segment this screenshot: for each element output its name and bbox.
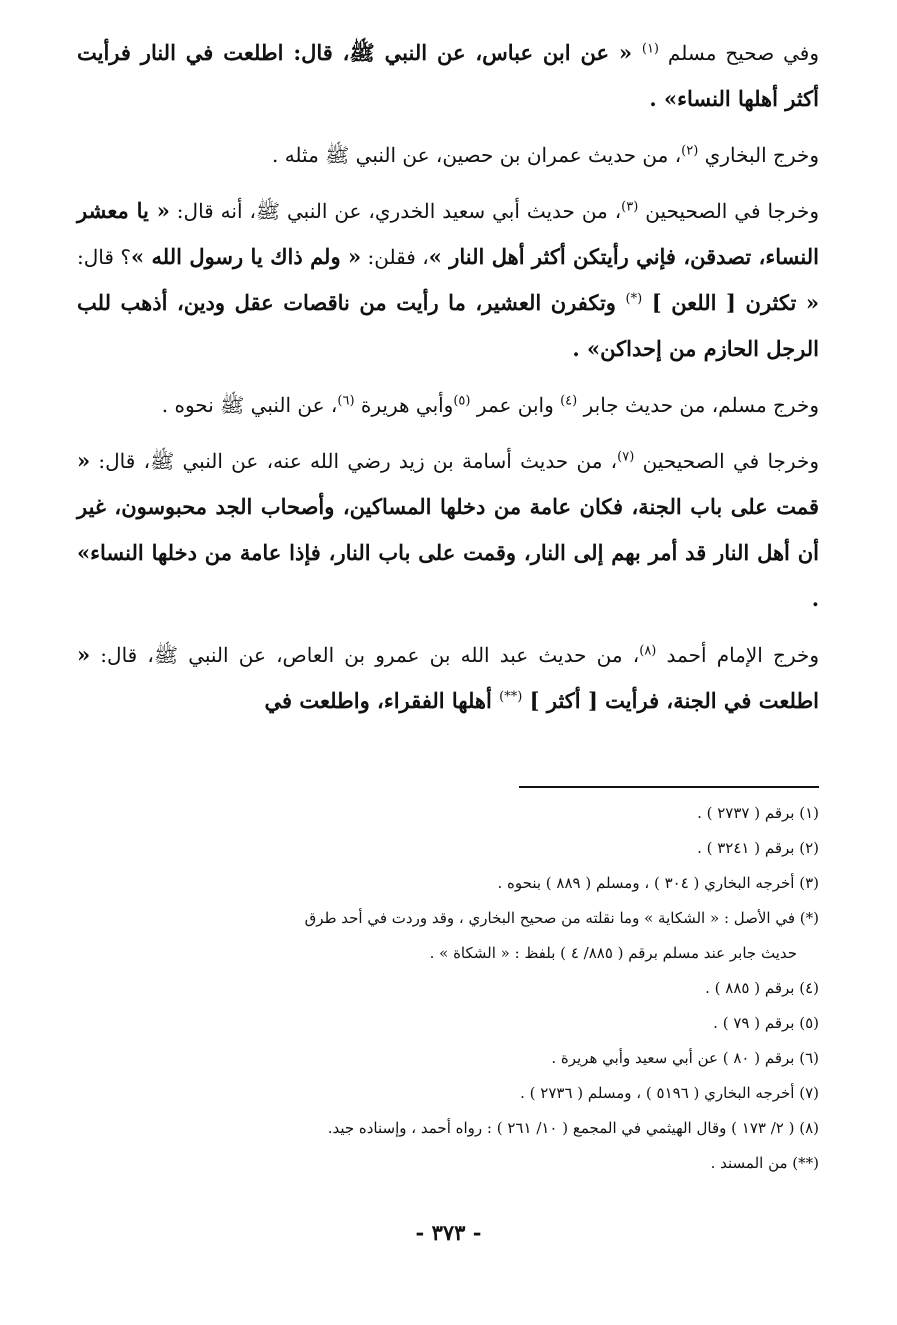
text-segment: ، فقلن: [361, 245, 429, 269]
footnote-5: (٥) برقم ( ٧٩ ) . [713, 1014, 819, 1032]
footnote-ref: (٣) [621, 199, 639, 215]
footnote-2: (٢) برقم ( ٣٢٤١ ) . [697, 839, 819, 857]
footnote-double-star: (**) من المسند . [710, 1154, 819, 1172]
paragraph-5 [77, 438, 819, 622]
text-segment: ، من حديث أبي سعيد الخدري، عن النبي ﷺ، أنه قال: [169, 199, 622, 223]
page-number: - ٣٧٣ - [415, 1220, 482, 1245]
footnote-ref: (**) [499, 689, 523, 705]
footnote-8: (٨) ( ٢/ ١٧٣ ) وقال الهيثمي في المجمع ( ١٠/ ٢٦١ ) : رواه أحمد ، وإسناده جيد. [327, 1119, 819, 1137]
hadith-quote: أهلها الفقراء، واطلعت في [264, 688, 500, 713]
footnote-7: (٧) أخرجه البخاري ( ٥١٩٦ ) ، ومسلم ( ٢٧٣٦ ) . [520, 1084, 819, 1102]
hadith-quote: « ولم ذاك يا رسول الله » [130, 244, 362, 269]
paragraph-6 [77, 632, 819, 724]
paragraph-3 [77, 188, 819, 372]
text-segment: ، من حديث أسامة بن زيد رضي الله عنه، عن النبي ﷺ، قال: [90, 449, 618, 473]
hadith-quote: « اطلعت في الجنة، فرأيت [ أكثر ] [77, 642, 819, 713]
hadith-quote: « عن ابن عباس، عن النبي ﷺ، قال: اطلعت في النار فرأيت أكثر أهلها النساء» . [77, 40, 819, 111]
paragraph-4 [77, 382, 819, 428]
footnote-divider [519, 786, 819, 788]
footnote-ref: (٨) [639, 643, 657, 659]
text-segment: ، من حديث عبد الله بن عمرو بن العاص، عن النبي ﷺ، قال: [90, 643, 640, 667]
footnote-ref: (٤) [560, 393, 578, 409]
main-text [77, 30, 819, 734]
footnote-ref: (٧) [617, 449, 635, 465]
text-segment: ؟ قال: [77, 245, 131, 269]
footnote-star-continued: حديث جابر عند مسلم برقم ( ٨٨٥/ ٤ ) بلفظ : « الشكاة » . [429, 944, 797, 962]
footnote-ref: (٢) [681, 143, 699, 159]
footnote-ref: (*) [625, 291, 643, 307]
hadith-quote: « تكثرن [ اللعن ] [642, 290, 819, 315]
footnote-ref: (٦) [337, 393, 355, 409]
paragraph-2 [77, 132, 819, 178]
hadith-quote: « قمت على باب الجنة، فكان عامة من دخلها المساكين، وأصحاب الجد محبوسون، غير أن أهل النار قد أمر بهم إلى النار، وقمت على باب النار، فإذا عامة من دخلها النساء» . [77, 448, 819, 611]
footnote-3: (٣) أخرجه البخاري ( ٣٠٤ ) ، ومسلم ( ٨٨٩ ) بنحوه . [497, 874, 819, 892]
text-segment: وفي صحيح مسلم [659, 41, 819, 65]
text-segment: وخرج الإمام أحمد [656, 643, 820, 667]
footnote-1: (١) برقم ( ٢٧٣٧ ) . [697, 804, 819, 822]
footnote-ref: (٥) [453, 393, 471, 409]
footnote-6: (٦) برقم ( ٨٠ ) عن أبي سعيد وأبي هريرة . [551, 1049, 819, 1067]
text-segment: ، عن النبي ﷺ نحوه . [161, 393, 338, 417]
footnotes [77, 796, 819, 1181]
text-segment: وخرج مسلم، من حديث جابر [577, 393, 819, 417]
paragraph-1 [77, 30, 819, 122]
text-segment: وأبي هريرة [354, 393, 454, 417]
text-segment: ، من حديث عمران بن حصين، عن النبي ﷺ مثله . [271, 143, 682, 167]
footnote-star: (*) في الأصل : « الشكاية » وما نقلته من صحيح البخاري ، وقد وردت في أحد طرق [304, 909, 819, 927]
hadith-quote: وتكفرن العشير، ما رأيت من ناقصات عقل ودين، أذهب للب الرجل الحازم من إحداكن» . [77, 290, 819, 361]
hadith-quote: « يا معشر النساء، تصدقن، فإني رأيتكن أكثر أهل النار » [77, 198, 819, 269]
footnote-ref: (١) [641, 41, 659, 57]
text-segment: وخرج البخاري [698, 143, 819, 167]
footnote-4: (٤) برقم ( ٨٨٥ ) . [705, 979, 819, 997]
text-segment: وابن عمر [470, 393, 561, 417]
text-segment: وخرجا في الصحيحين [638, 199, 819, 223]
text-segment: وخرجا في الصحيحين [634, 449, 819, 473]
